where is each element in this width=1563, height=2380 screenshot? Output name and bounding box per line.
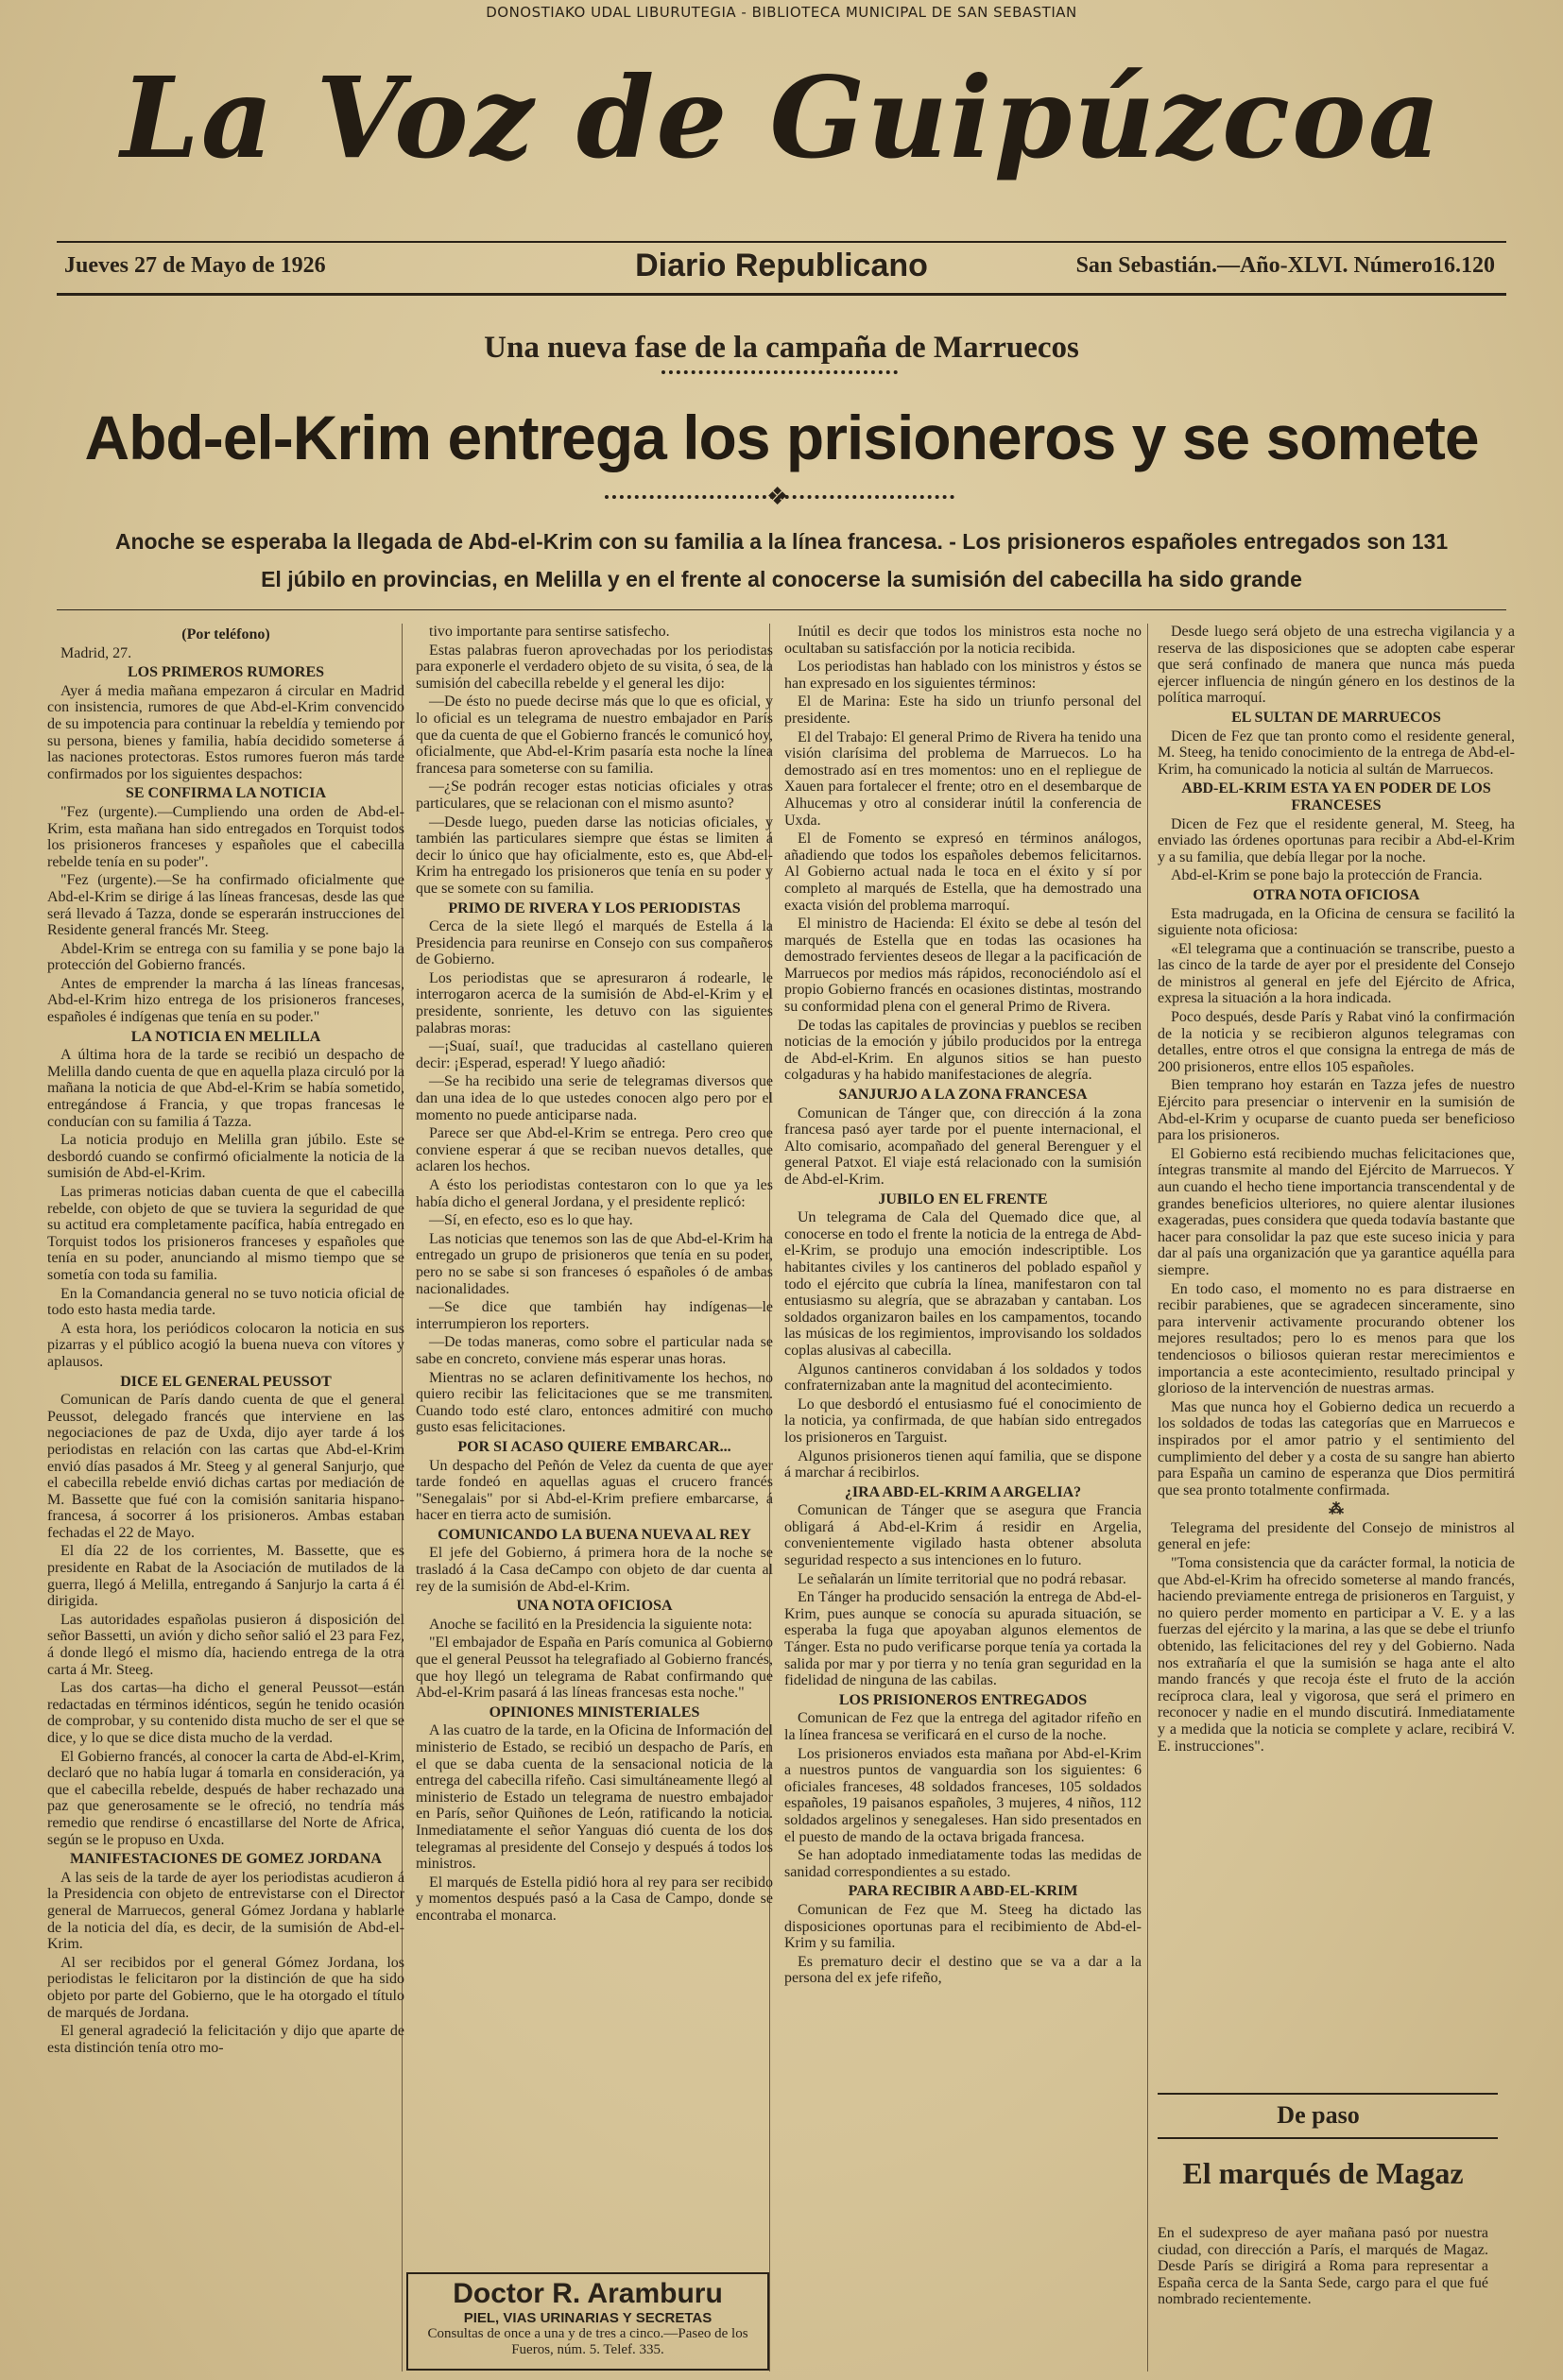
paragraph: El de Fomento se expresó en términos análogos, añadiendo que todos los españoles debemos felicitarnos. Al Gobierno actual nada le toca en el éxito y sí por completo al marqués de Estella, que ha demostrado una exacta visión del problema marroquí. <box>784 830 1142 914</box>
paragraph: Ayer á media mañana empezaron á circular en Madrid con insistencia, rumores de que Abd-el-Krim convencido de su impotencia para continuar la rebeldía y temiendo por su persona, bienes y familia, había decidido someterse á las naciones protectoras. Estos rumores fueron más tarde confirmados por los siguientes despachos: <box>47 682 404 782</box>
masthead: La Voz de Guipúzcoa <box>120 52 1443 183</box>
paragraph: "Toma consistencia que da carácter formal, la noticia de que Abd-el-Krim ha ofrecido someterse al mando francés, haciendo previamente entrega de prisioneros en Targuist, y no quiero perder momento en participar a V. E. y a las fuerzas del ejército y la marina, a las que se debe el triunfo obtenido, las felicitaciones del rey y del Gobierno. Nada nos extrañaría el que la sumisión se haga ante el alto mando francés y que recoja éste el fruto de la acción recíproca clara, leal y vigorosa, que será el primero en reconocer y nadie en el mundo discutirá. Inmediatamente y a medida que la noticia se complete y aclare, recibirá V. E. instrucciones". <box>1158 1555 1515 1755</box>
paragraph: Las dos cartas—ha dicho el general Peussot—están redactadas en términos idénticos, según he tenido ocasión de comprobar, y su contenido dista mucho de ser el que se dice, y lo que se dice dista mucho de la verdad. <box>47 1680 404 1746</box>
paragraph: Los periodistas han hablado con los ministros y éstos se han expresado en los siguientes términos: <box>784 659 1142 692</box>
date: Jueves 27 de Mayo de 1926 <box>64 253 326 278</box>
paragraph: Se han adoptado inmediatamente todas las medidas de sanidad correspondientes a su estado. <box>784 1847 1142 1880</box>
paragraph: Es prematuro decir el destino que se va a dar a la persona del ex jefe rifeño, <box>784 1953 1142 1987</box>
paragraph: tivo importante para sentirse satisfecho. <box>429 624 670 640</box>
paragraph: Los prisioneros enviados esta mañana por Abd-el-Krim a nuestros puntos de vanguardia son los siguientes: 6 oficiales franceses, 48 soldados franceses, 105 soldados españoles, 19 paisanos españoles, 3 mujeres, 4 niños, 112 soldados argelinos y senegaleses. Han sido presentados en el puesto de mando de la octava brigada francesa. <box>784 1745 1142 1845</box>
kicker: Una nueva fase de la campaña de Marruecos <box>484 331 1079 365</box>
paragraph: —Se ha recibido una serie de telegramas diversos que dan una idea de lo que ustedes conocen algo pero por el momento no puede anticiparse nada. <box>416 1073 773 1123</box>
paragraph: Anoche se facilitó en la Presidencia la siguiente nota: <box>429 1616 753 1633</box>
subheading: UNA NOTA OFICIOSA <box>516 1598 673 1615</box>
column-4 <box>1158 624 1515 2088</box>
paragraph: Antes de emprender la marcha á las líneas francesas, Abd-el-Krim hizo entrega de los prisioneros franceses, españoles é indígenas que tenía en su poder." <box>47 975 404 1026</box>
paragraph: El ministro de Hacienda: El éxito se debe al tesón del marqués de Estella que en todas las ocasiones ha demostrado fervientes deseos de llegar a la pacificación de Marruecos por medios más rápidos, reconociéndolo así el propio Gobierno francés en ocasiones distintas, mostrando su conformidad plena con el general Primo de Rivera. <box>784 916 1142 1016</box>
column-2 <box>416 624 773 2263</box>
paragraph: Inútil es decir que todos los ministros esta noche no ocultaban su satisfacción por la noticia recibida. <box>784 624 1142 657</box>
paragraph: Cerca de la siete llegó el marqués de Estella á la Presidencia para reunirse en Consejo con sus compañeros de Gobierno. <box>416 918 773 968</box>
paragraph: Estas palabras fueron aprovechadas por los periodistas para exponerle el verdadero objeto de su visita, ó sea, de la sumisión del cabecilla rebelde y el general les dijo: <box>416 642 773 692</box>
paragraph: "Fez (urgente).—Se ha confirmado oficialmente que Abd-el-Krim se dirige á las líneas francesas, desde las que será llevado á Tazza, donde se esperarán instrucciones del Residente general francés Mr. Steeg. <box>47 872 404 939</box>
paragraph: Comunican de Fez que M. Steeg ha dictado las disposiciones oportunas para el recibimiento de Abd-el-Krim y su familia. <box>784 1901 1142 1952</box>
paragraph: En la Comandancia general no se tuvo noticia oficial de todo esto hasta media tarde. <box>47 1285 404 1319</box>
subheading: DICE EL GENERAL PEUSSOT <box>120 1373 332 1390</box>
paragraph: Dicen de Fez que el residente general, M. Steeg, ha enviado las órdenes oportunas para recibir a Abd-el-Krim y a su familia, que debía llegar por la noche. <box>1158 815 1515 865</box>
paragraph: —Se dice que también hay indígenas—le interrumpieron los reporters. <box>416 1299 773 1332</box>
paragraph: "El embajador de España en París comunica al Gobierno que el general Peussot ha telegrafiado al Gobierno francés, que hoy llegó un telegrama de Rabat confirmando que Abd-el-Krim pasará á las líneas francesas esta noche." <box>416 1635 773 1702</box>
column-3 <box>784 624 1142 2371</box>
divider <box>57 241 1506 243</box>
subhead: Anoche se esperaba la llegada de Abd-el-Krim con su familia a la línea francesa. - Los prisioneros españoles entregados son 131 <box>114 529 1449 554</box>
headline: Abd-el-Krim entrega los prisioneros y se somete <box>84 402 1479 472</box>
divider <box>1158 2093 1498 2095</box>
paragraph: —Sí, en efecto, eso es lo que hay. <box>429 1212 633 1229</box>
paragraph: Mientras no se aclaren definitivamente los hechos, no quiero recibir las felicitaciones que se me transmiten. Cuando todo esté claro, entonces admitiré con mucho gusto esas felicitaciones. <box>416 1369 773 1436</box>
paragraph: Abdel-Krim se entrega con su familia y se pone bajo la protección del Gobierno francés. <box>47 940 404 974</box>
subheading: SE CONFIRMA LA NOTICIA <box>125 785 327 802</box>
section-title: De paso <box>1277 2101 1360 2129</box>
paragraph: Algunos prisioneros tienen aquí familia, que se dispone á marchar á recibirlos. <box>784 1447 1142 1481</box>
paragraph: El jefe del Gobierno, á primera hora de la noche se trasladó á la Casa deCampo con objeto de dar cuenta al rey de la sumisión de Abd-el-Krim. <box>416 1545 773 1595</box>
subheading: LOS PRISIONEROS ENTREGADOS <box>838 1691 1088 1708</box>
subheading: (Por teléfono) <box>181 626 270 642</box>
paragraph: Comunican de Tánger que, con dirección á la zona francesa pasó ayer tarde por el puente internacional, el Alto comisario, acompañado del general Berenguer y el general Patxot. El viaje está relacionado con la sumisión de Abd-el-Krim. <box>784 1104 1142 1188</box>
paragraph: "Fez (urgente).—Cumpliendo una orden de Abd-el-Krim, esta mañana han sido entregados en Torquist todos los prisioneros franceses y españoles que el cabecilla rebelde tenía en su poder". <box>47 803 404 870</box>
subhead: El júbilo en provincias, en Melilla y en el frente al conocerse la sumisión del cabecilla ha sido grande <box>261 567 1302 591</box>
divider <box>57 293 1506 296</box>
ornament <box>661 370 898 374</box>
paragraph: Las primeras noticias daban cuenta de que el cabecilla rebelde, con objeto de que se tuviera la seguridad de que su actitud era completamente pacífica, había entregado en Torquist todos los prisioneros franceses y españoles que tenía en su poder, anunciando al mismo tiempo que se sometía con toda su familia. <box>47 1184 404 1283</box>
paragraph: Parece ser que Abd-el-Krim se entrega. Pero creo que conviene esperar á que se reciban nuevos detalles, que aclaren los hechos. <box>416 1125 773 1175</box>
subheading: SANJURJO A LA ZONA FRANCESA <box>838 1087 1088 1104</box>
divider <box>1158 2137 1498 2139</box>
subtitle: Diario Republicano <box>635 248 928 283</box>
article-title: El marqués de Magaz <box>1182 2156 1464 2190</box>
paragraph: El del Trabajo: El general Primo de Rivera ha tenido una visión clarísima del problema de Marruecos. Lo ha demostrado así en tres momentos: uno en el repliegue de Xauen para fortalecer el frente; otro en el desembarque de Alhucemas y otro al considerar inútil la conferencia de Uxda. <box>784 728 1142 829</box>
ornament-glyph: ❖ <box>766 483 789 511</box>
paragraph: «El telegrama que a continuación se transcribe, puesto a las cinco de la tarde de ayer por el presidente del Consejo de ministros al general en jefe del Ejército de Africa, expresa la situación a la hora indicada. <box>1158 940 1515 1007</box>
paragraph: Mas que nunca hoy el Gobierno dedica un recuerdo a los soldados de todas las categorías que en Marruecos e inspirados por el amor patrio y el sentimiento del cumplimiento del deber y a costa de su sangre han abierto para España un camino de esperanza que Dios permitirá que sea pronto totalmente confirmada. <box>1158 1398 1515 1498</box>
paragraph: Lo que desbordó el entusiasmo fué el conocimiento de la noticia, ya confirmada, de que habían sido entregados los prisioneros en Targuist. <box>784 1395 1142 1446</box>
subheading: MANIFESTACIONES DE GOMEZ JORDANA <box>70 1851 382 1868</box>
paragraph: El marqués de Estella pidió hora al rey para ser recibido y momentos después pasó a la Casa de Campo, donde se encontraba el monarca. <box>416 1874 773 1924</box>
paragraph: Bien temprano hoy estarán en Tazza jefes de nuestro Ejército para presenciar o intervenir en la sumisión de Abd-el-Krim y ocuparse de cuanto pueda ser beneficioso para los prisioneros. <box>1158 1077 1515 1144</box>
subheading: ¿IRA ABD-EL-KRIM A ARGELIA? <box>844 1483 1082 1500</box>
paragraph: Los periodistas que se apresuraron á rodearle, le interrogaron acerca de la sumisión de Abd-el-Krim y el presidente, sonriente, les detuvo con las siguientes palabras moras: <box>416 969 773 1036</box>
paragraph: El Gobierno francés, al conocer la carta de Abd-el-Krim, declaró que no había lugar á tomarla en consideración, ya que el cabecilla rebelde, después de haber rechazado una paz que generosamente se le ofreció, no tendría más remedio que rendirse ó encastillarse del Norte de Africa, según se le propuso en Uxda. <box>47 1748 404 1848</box>
ad-specialty: PIEL, VIAS URINARIAS Y SECRETAS <box>463 2310 713 2326</box>
paragraph: En Tánger ha producido sensación la entrega de Abd-el-Krim, pues aunque se conocía su apurada situación, se esperaba la fuga que apoyaban algunos elementos de Tánger. Esta no pudo verificarse porque tenía ya cortada la salida por mar y por tierra y no tenía gran seguridad en la fidelidad de ninguna de las cabilas. <box>784 1589 1142 1689</box>
subheading: LA NOTICIA EN MELILLA <box>130 1028 321 1045</box>
subheading: ⁂ <box>1329 1501 1344 1518</box>
paragraph: —De ésto no puede decirse más que lo que es oficial, y lo oficial es un telegrama de nuestro embajador en París que da cuenta de que el Gobierno francés le comunicó hoy, oficialmente, que Abd-el-Krim pasaría esta noche la línea francesa para someterse con su familia. <box>416 693 773 777</box>
paragraph: El día 22 de los corrientes, M. Bassette, que es presidente en Rabat de la Asociación de mutilados de la guerra, llegó á Melilla, entregando á Sanjurjo la carta á él dirigida. <box>47 1543 404 1610</box>
paragraph: A última hora de la tarde se recibió un despacho de Melilla dando cuenta de que en aquella plaza circuló por la mañana la noticia de que Abd-el-Krim se había sometido, entregándose á Francia, y que tropas francesas le conducían con su familia á Tazza. <box>47 1047 404 1130</box>
dateline <box>59 248 1504 285</box>
subheading: LOS PRIMEROS RUMORES <box>127 664 325 681</box>
paragraph: El de Marina: Este ha sido un triunfo personal del presidente. <box>784 693 1142 727</box>
paragraph: Comunican de Fez que la entrega del agitador rifeño en la línea francesa se verificará en el curso de la noche. <box>784 1710 1142 1743</box>
paragraph: Un telegrama de Cala del Quemado dice que, al conocerse en todo el frente la noticia de la entrega de Abd-el-Krim, se produjo una emoción indescriptible. Los habitantes civiles y los cantineros del poblado español y todo el ejército que cubría la línea, manifestaron con tal entusiasmo su alegría, que se abrazaban y cantaban. Los soldados organizaron bailes en los campamentos, tocando las músicas de los regimientos, improvisando los soldados coplas alusivas al cabecilla. <box>784 1209 1142 1359</box>
issue-number: San Sebastián.—Año-XLVI. Número16.120 <box>1075 253 1495 278</box>
paragraph: A las seis de la tarde de ayer los periodistas acudieron á la Presidencia con objeto de entrevistarse con el Director general de Marruecos, general Gómez Jordana y hablarle de la noticia del día, es decir, de la sumisión de Abd-el-Krim. <box>47 1869 404 1953</box>
article-body: En el sudexpreso de ayer mañana pasó por nuestra ciudad, con dirección a París, el marqués de Magaz. Desde París se dirigirá a Roma para representar a España cerca de la Santa Sede, cargo para el que fué nombrado recientemente. <box>1158 2225 1488 2308</box>
paragraph: Poco después, desde París y Rabat vinó la confirmación de la noticia y se recibieron algunos telegramas con detalles, entre otros el que consigna la entrega de más de 200 prisioneros, entre ellos 105 españoles. <box>1158 1009 1515 1075</box>
divider <box>57 609 1506 610</box>
paragraph: —Desde luego, pueden darse las noticias oficiales, y también las particulares siempre que éstas se limiten á decir lo único que hay oficialmente, esto es, que Abd-el-Krim ha entregado los prisioneros que tenía en su poder y que se somete con su familia. <box>416 813 773 897</box>
paragraph: El general agradeció la felicitación y dijo que aparte de esta distinción tenía otro mo- <box>47 2023 404 2056</box>
paragraph: A esta hora, los periódicos colocaron la noticia en sus pizarras y el público acogió la buena nueva con vítores y aplausos. <box>47 1320 404 1370</box>
paragraph: Las autoridades españolas pusieron á disposición del señor Bassetti, un avión y dicho señor salió el 23 para Fez, á donde llegó el mismo día, haciendo entrega de la otra carta á Mr. Steeg. <box>47 1611 404 1678</box>
subheading: OTRA NOTA OFICIOSA <box>1252 886 1420 903</box>
paragraph: Madrid, 27. <box>60 644 132 661</box>
paragraph: Esta madrugada, en la Oficina de censura se facilitó la siguiente nota oficiosa: <box>1158 905 1515 939</box>
paragraph: Telegrama del presidente del Consejo de ministros al general en jefe: <box>1158 1519 1515 1553</box>
subheading: OPINIONES MINISTERIALES <box>489 1704 700 1721</box>
subheading: PRIMO DE RIVERA Y LOS PERIODISTAS <box>448 899 741 916</box>
subheading: ABD-EL-KRIM ESTA YA EN PODER DE LOS FRANCESES <box>1181 780 1491 813</box>
paragraph: A ésto los periodistas contestaron con lo que ya les había dicho el general Jordana, y el presidente replicó: <box>416 1177 773 1210</box>
paragraph: En todo caso, el momento no es para distraerse en recibir parabienes, que se agradecen sinceramente, sino para intervenir activamente procurando obtener los mejores resultados; pero lo es menos para que los tendenciosos o biliosos quieran restar merecimientos e importancia a este acontecimiento, resultado principal y glorioso de la intervención de nuestras armas. <box>1158 1280 1515 1397</box>
paragraph: Las noticias que tenemos son las de que Abd-el-Krim ha entregado un grupo de prisioneros que tenía en su poder, pero no se sabe si son franceses ó españoles ó de ambas nacionalidades. <box>416 1230 773 1297</box>
paragraph: De todas las capitales de provincias y pueblos se reciben noticias de la emoción y júbilo producidos por la entrega de Abd-el-Krim. En algunos sitios se han puesto colgaduras y ha habido manifestaciones de alegría. <box>784 1017 1142 1084</box>
paragraph: Dicen de Fez que tan pronto como el residente general, M. Steeg, ha tenido conocimiento de la entrega de Abd-el-Krim, ha comunicado la noticia al sultán de Marruecos. <box>1158 728 1515 778</box>
ad-hours: Consultas de once a una y de tres a cinco.—Paseo de los Fueros, núm. 5. Telef. 335. <box>427 2326 748 2357</box>
subheading: POR SI ACASO QUIERE EMBARCAR... <box>457 1438 731 1455</box>
paragraph: Comunican de Tánger que se asegura que Francia obligará á Abd-el-Krim á residir en Argelia, convenientemente vigilado hasta obtener absoluta seguridad respecto a sus intenciones en lo futuro. <box>784 1502 1142 1569</box>
paragraph: El Gobierno está recibiendo muchas felicitaciones que, íntegras transmite al mando del Ejército de Marruecos. Y aun cuando el hecho tiene importancia transcendental y de grandes beneficios ulteriores, no quiere alentar ilusiones exageradas, pues considera que queda todavía bastante que hacer para consolidar la paz que este suceso inicia y para dar al país una organización que ya garantice aquélla para siempre. <box>1158 1145 1515 1278</box>
subheading: COMUNICANDO LA BUENA NUEVA AL REY <box>438 1526 751 1543</box>
paragraph: Desde luego será objeto de una estrecha vigilancia y a reserva de las disposiciones que se adopten cabe esperar que será confinado de manera que nunca más pueda ejercer influencia de ningún género en los destinos de la política marroquí. <box>1158 624 1515 707</box>
paragraph: A las cuatro de la tarde, en la Oficina de Información del ministerio de Estado, se recibió un despacho de París, en el que se daba cuenta de la sensacional noticia de la entrega del cabecilla rifeño. Casi simultáneamente llegó al ministerio de Estado un telegrama de nuestro embajador en París, señor Quiñones de León, ratificando la noticia. Inmediatamente el señor Yanguas dió cuenta de los dos telegramas al presidente del Consejo y después á todos los ministros. <box>416 1722 773 1873</box>
advertisement <box>406 2272 769 2371</box>
ad-name: Doctor R. Aramburu <box>453 2278 723 2309</box>
paragraph: —¿Se podrán recoger estas noticias oficiales y otras particulares, que se relacionan con el mismo asunto? <box>416 779 773 812</box>
paragraph: Abd-el-Krim se pone bajo la protección de Francia. <box>1171 867 1483 884</box>
paragraph: Comunican de París dando cuenta de que el general Peussot, delegado francés que interviene en las negociaciones de paz de Uxda, dijo ayer tarde á los periodistas en relación con las cartas que Abd-el-Krim envió días pasados á Mr. Steeg y al general Sanjurjo, que el cabecilla rebelde envió dichas cartas por mediación de M. Bassette que fué con la comisión sanitaria hispano-francesa, á socorrer á los prisioneros. Ambas estaban fechadas el 22 de Mayo. <box>47 1392 404 1541</box>
subheading: JUBILO EN EL FRENTE <box>878 1190 1048 1207</box>
paragraph: Algunos cantineros convidaban á los soldados y todos confraternizaban ante la magnitud del acontecimiento. <box>784 1361 1142 1395</box>
column-1 <box>47 624 404 2371</box>
paragraph: —De todas maneras, como sobre el particular nada se sabe en concreto, conviene más esperar unas horas. <box>416 1334 773 1367</box>
archive-label: DONOSTIAKO UDAL LIBURUTEGIA - BIBLIOTECA MUNICIPAL DE SAN SEBASTIAN <box>486 4 1077 21</box>
subheading: EL SULTAN DE MARRUECOS <box>1231 709 1441 726</box>
paragraph: —¡Suaí, suaí!, que traducidas al castellano quieren decir: ¡Esperad, esperad! Y luego añadió: <box>416 1038 773 1071</box>
paragraph: Le señalarán un límite territorial que no podrá rebasar. <box>798 1570 1126 1587</box>
paragraph: La noticia produjo en Melilla gran júbilo. Este se desbordó cuando se confirmó oficialmente la noticia de la sumisión de Abd-el-Krim. <box>47 1132 404 1182</box>
paragraph: Al ser recibidos por el general Gómez Jordana, los periodistas le felicitaron por la distinción de que ha sido objeto por parte del Gobierno, que le ha otorgado el título de marqués de Jordana. <box>47 1954 404 2021</box>
paragraph: Un despacho del Peñón de Velez da cuenta de que ayer tarde fondeó en aquellas aguas el crucero francés "Senegalais" por si Abd-el-Krim prefiere embarcarse, á hacer en tierra acto de sumisión. <box>416 1457 773 1524</box>
subheading: PARA RECIBIR A ABD-EL-KRIM <box>848 1883 1078 1900</box>
